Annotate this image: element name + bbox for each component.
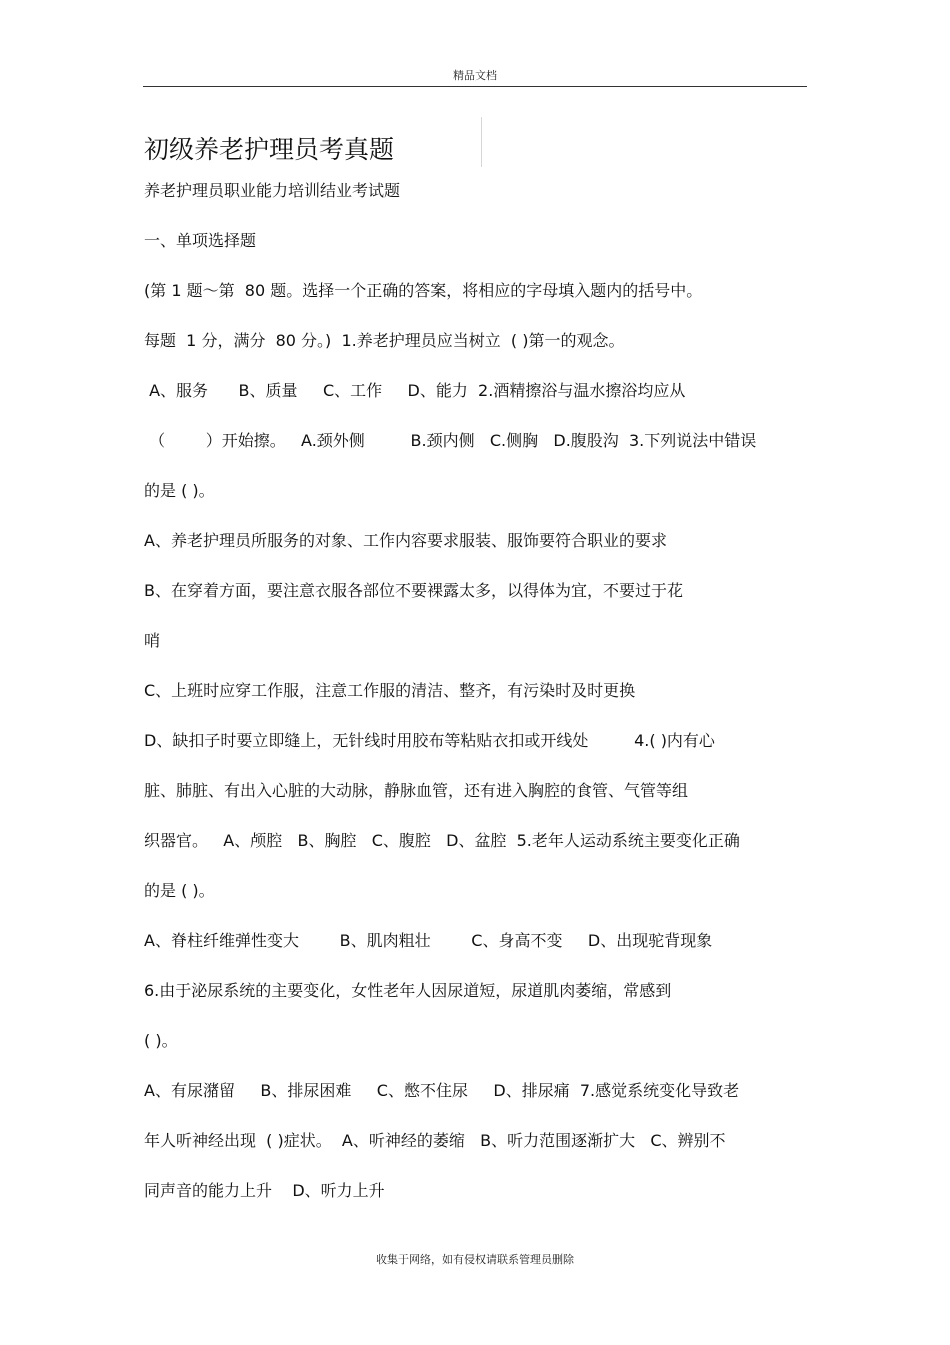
- text-line: C、上班时应穿工作服，注意工作服的清洁、整齐，有污染时及时更换: [144, 681, 636, 700]
- text-line: (第 1 题～第 80 题。选择一个正确的答案，将相应的字母填入题内的括号中。: [144, 281, 703, 300]
- text-line: A、服务 B、质量 C、工作 D、能力 2.酒精擦浴与温水擦浴均应从: [144, 381, 686, 400]
- text-line: 脏、肺脏、有出入心脏的大动脉，静脉血管，还有进入胸腔的食管、气管等组: [144, 781, 689, 800]
- text-line: ( )。: [144, 1031, 178, 1050]
- text-line: 每题 1 分，满分 80 分。) 1.养老护理员应当树立 ( )第一的观念。: [144, 331, 625, 350]
- text-line: D、缺扣子时要立即缝上，无针线时用胶布等粘贴衣扣或开线处 4.( )内有心: [144, 731, 715, 750]
- text-line: 织器官。 A、颅腔 B、胸腔 C、腹腔 D、盆腔 5.老年人运动系统主要变化正确: [144, 831, 740, 850]
- section-heading: 一、单项选择题: [144, 231, 257, 250]
- subtitle: 养老护理员职业能力培训结业考试题: [144, 181, 401, 200]
- header-divider: [143, 86, 807, 87]
- text-line: A、脊柱纤维弹性变大 B、肌肉粗壮 C、身高不变 D、出现驼背现象: [144, 931, 713, 950]
- text-line: A、有尿潴留 B、排尿困难 C、憋不住尿 D、排尿痛 7.感觉系统变化导致老: [144, 1081, 740, 1100]
- text-line: 6.由于泌尿系统的主要变化，女性老年人因尿道短，尿道肌肉萎缩，常感到: [144, 981, 672, 1000]
- text-line: 同声音的能力上升 D、听力上升: [144, 1181, 385, 1200]
- text-line: 的是 ( )。: [144, 481, 215, 500]
- text-line: 年人听神经出现 ( )症状。 A、听神经的萎缩 B、听力范围逐渐扩大 C、辨别不: [144, 1131, 726, 1150]
- document-title: 初级养老护理员考真题: [144, 135, 395, 164]
- text-line: B、在穿着方面，要注意衣服各部位不要裸露太多，以得体为宜，不要过于花: [144, 581, 683, 600]
- text-line: 哨: [144, 631, 161, 650]
- page-footer: 收集于网络，如有侵权请联系管理员删除: [376, 1253, 574, 1266]
- page-header: 精品文档: [453, 69, 497, 82]
- text-line: 的是 ( )。: [144, 881, 215, 900]
- text-line: （ ）开始擦。 A.颈外侧 B.颈内侧 C.侧胸 D.腹股沟 3.下列说法中错误: [144, 431, 757, 450]
- text-line: A、养老护理员所服务的对象、工作内容要求服装、服饰要符合职业的要求: [144, 531, 667, 550]
